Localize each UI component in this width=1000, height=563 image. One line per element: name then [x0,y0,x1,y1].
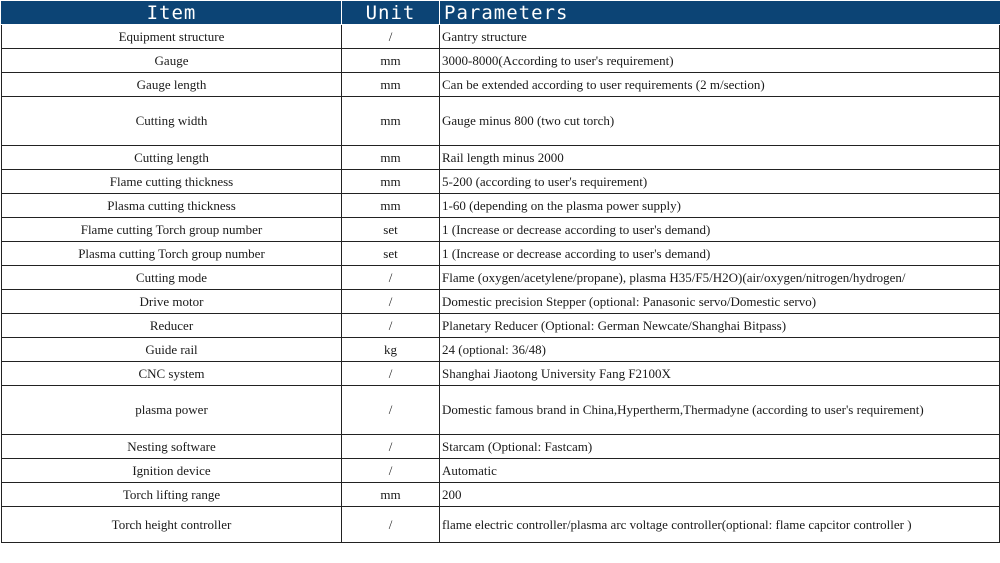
parameters-cell: 1 (Increase or decrease according to user's demand) [440,218,1000,242]
item-cell: CNC system [2,362,342,386]
specifications-table [1,1,1000,543]
unit-cell: mm [342,170,440,194]
parameters-cell: Gantry structure [440,25,1000,49]
item-cell: Guide rail [2,338,342,362]
table-row [2,194,1000,218]
unit-cell: / [342,290,440,314]
parameters-cell: 1-60 (depending on the plasma power supply) [440,194,1000,218]
parameters-cell: Can be extended according to user requirements (2 m/section) [440,73,1000,97]
unit-cell: mm [342,194,440,218]
table-row [2,146,1000,170]
parameters-cell: Planetary Reducer (Optional: German Newcate/Shanghai Bitpass) [440,314,1000,338]
item-cell: Flame cutting thickness [2,170,342,194]
parameters-cell: 3000-8000(According to user's requirement) [440,49,1000,73]
parameters-cell: Rail length minus 2000 [440,146,1000,170]
parameters-cell: Shanghai Jiaotong University Fang F2100X [440,362,1000,386]
parameters-cell: Gauge minus 800 (two cut torch) [440,97,1000,146]
item-cell: Plasma cutting Torch group number [2,242,342,266]
table-row [2,266,1000,290]
parameters-cell: Automatic [440,459,1000,483]
parameters-cell: 1 (Increase or decrease according to user's demand) [440,242,1000,266]
unit-cell: / [342,435,440,459]
unit-cell: / [342,459,440,483]
table-row [2,242,1000,266]
item-cell: Gauge length [2,73,342,97]
item-cell: Torch lifting range [2,483,342,507]
unit-cell: set [342,218,440,242]
unit-cell: mm [342,146,440,170]
unit-cell: / [342,362,440,386]
table-row [2,386,1000,435]
table-row [2,507,1000,543]
table-row [2,314,1000,338]
table-row [2,483,1000,507]
unit-cell: mm [342,49,440,73]
parameters-cell: Domestic precision Stepper (optional: Panasonic servo/Domestic servo) [440,290,1000,314]
parameters-cell: 24 (optional: 36/48) [440,338,1000,362]
parameters-cell: Flame (oxygen/acetylene/propane), plasma H35/F5/H2O)(air/oxygen/nitrogen/hydrogen/ [440,266,1000,290]
item-cell: Cutting mode [2,266,342,290]
item-cell: Torch height controller [2,507,342,543]
unit-cell: / [342,25,440,49]
parameters-cell: 200 [440,483,1000,507]
item-cell: Flame cutting Torch group number [2,218,342,242]
unit-cell: kg [342,338,440,362]
item-cell: Equipment structure [2,25,342,49]
table-row [2,218,1000,242]
parameters-cell: flame electric controller/plasma arc voltage controller(optional: flame capcitor controller ) [440,507,1000,543]
header-item: Item [2,2,342,25]
table-row [2,170,1000,194]
item-cell: Reducer [2,314,342,338]
unit-cell: / [342,314,440,338]
parameters-cell: Starcam (Optional: Fastcam) [440,435,1000,459]
parameters-cell: 5-200 (according to user's requirement) [440,170,1000,194]
header-unit: Unit [342,2,440,25]
table-row [2,73,1000,97]
unit-cell: / [342,507,440,543]
item-cell: Drive motor [2,290,342,314]
table-row [2,25,1000,49]
unit-cell: mm [342,73,440,97]
item-cell: Nesting software [2,435,342,459]
item-cell: Cutting length [2,146,342,170]
table-row [2,362,1000,386]
header-row [2,2,1000,25]
table-row [2,459,1000,483]
table-row [2,435,1000,459]
item-cell: Gauge [2,49,342,73]
unit-cell: / [342,266,440,290]
header-parameters: Parameters [440,2,1000,25]
item-cell: Ignition device [2,459,342,483]
parameters-cell: Domestic famous brand in China,Hypertherm,Thermadyne (according to user's requirement) [440,386,1000,435]
table-row [2,49,1000,73]
unit-cell: mm [342,483,440,507]
table-row [2,338,1000,362]
unit-cell: mm [342,97,440,146]
item-cell: Plasma cutting thickness [2,194,342,218]
table-row [2,97,1000,146]
unit-cell: / [342,386,440,435]
item-cell: Cutting width [2,97,342,146]
item-cell: plasma power [2,386,342,435]
unit-cell: set [342,242,440,266]
table-row [2,290,1000,314]
